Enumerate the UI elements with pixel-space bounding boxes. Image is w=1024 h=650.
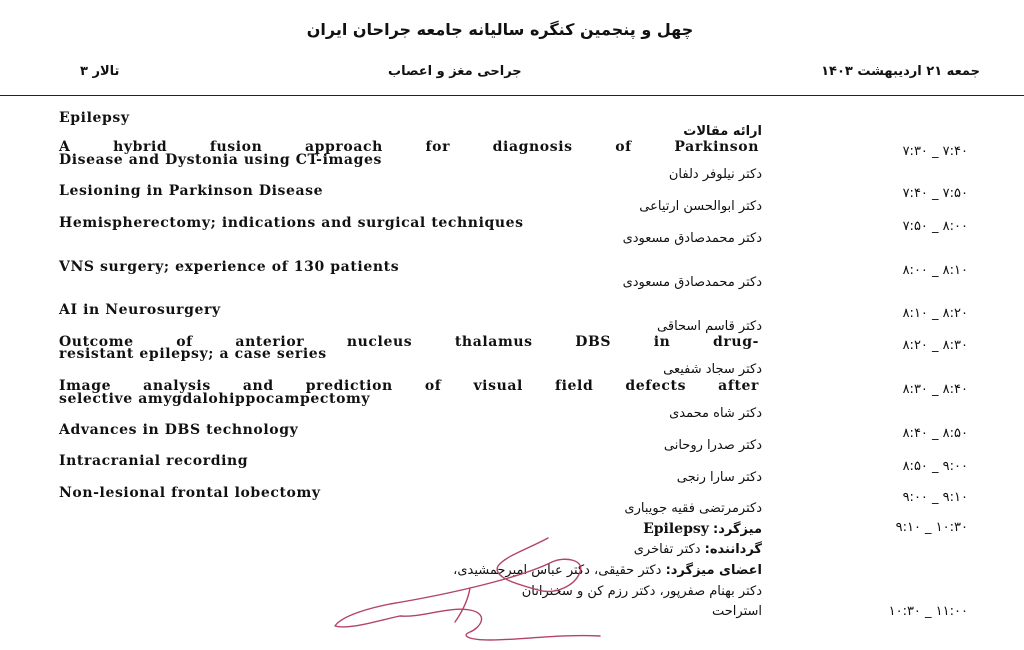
talk-title: AI in Neurosurgery: [59, 302, 221, 318]
talk-title: VNS surgery; experience of 130 patients: [59, 259, 400, 275]
talk-title: Intracranial recording: [59, 453, 249, 469]
talk-time: ۷:۳۰ _ ۷:۴۰: [902, 144, 968, 159]
talk-time: ۷:۴۰ _ ۷:۵۰: [902, 186, 968, 201]
talk-title: Image analysis and prediction of visual field defects after: [59, 378, 759, 394]
break-time: ۱۰:۳۰ _ ۱۱:۰۰: [888, 604, 968, 619]
talk-time: ۹:۰۰ _ ۹:۱۰: [902, 490, 968, 505]
congress-title: چهل و پنجمین کنگره سالیانه جامعه جراحان ایران: [306, 20, 694, 39]
panel-moderator-label: گرداننده:: [704, 542, 762, 557]
talk-speaker: دکتر صدرا روحانی: [663, 438, 762, 453]
talk-title: Non-lesional frontal lobectomy: [59, 485, 321, 501]
talk-speaker: دکترمرتضی فقیه جویباری: [624, 501, 762, 516]
break-label: استراحت: [711, 604, 762, 619]
session-date: جمعه ۲۱ اردیبهشت ۱۴۰۳: [821, 64, 980, 79]
panel-title-label: میزگرد:: [713, 522, 762, 537]
talk-time: ۸:۴۰ _ ۸:۵۰: [902, 426, 968, 441]
talk-speaker: دکتر محمدصادق مسعودی: [622, 275, 762, 290]
section-subtitle: ارائه مقالات: [683, 124, 762, 139]
talk-title-cont: Disease and Dystonia using CT-images: [59, 152, 382, 168]
hall-label: تالار ۳: [80, 64, 120, 79]
talk-title: A hybrid fusion approach for diagnosis of Parkinson: [59, 139, 759, 155]
talk-time: ۸:۲۰ _ ۸:۳۰: [902, 338, 968, 353]
talk-speaker: دکتر سجاد شفیعی: [663, 362, 762, 377]
panel-members-value: دکتر حقیقی، دکتر عباس امیرجمشیدی،: [453, 563, 662, 578]
section-title: Epilepsy: [59, 110, 130, 126]
talk-title: Hemispherectomy; indications and surgical techniques: [59, 215, 524, 231]
talk-speaker: دکتر محمدصادق مسعودی: [622, 231, 762, 246]
talk-title-cont: resistant epilepsy; a case series: [59, 346, 327, 362]
panel-time: ۹:۱۰ _ ۱۰:۳۰: [895, 520, 968, 535]
talk-time: ۸:۱۰ _ ۸:۲۰: [902, 306, 968, 321]
talk-time: ۸:۳۰ _ ۸:۴۰: [902, 382, 968, 397]
talk-speaker: دکتر قاسم اسحاقی: [657, 319, 762, 334]
session-topic: جراحی مغز و اعصاب: [388, 64, 522, 79]
panel-moderator-value: دکتر تفاخری: [633, 542, 701, 557]
talk-time: ۸:۵۰ _ ۹:۰۰: [902, 459, 968, 474]
talk-title: Outcome of anterior nucleus thalamus DBS in drug-: [59, 334, 759, 350]
talk-title-cont: selective amygdalohippocampectomy: [59, 391, 371, 407]
talk-speaker: دکتر نیلوفر دلفان: [668, 167, 762, 182]
talk-speaker: دکتر شاه محمدی: [669, 406, 762, 421]
talk-speaker: دکتر سارا رنجی: [676, 470, 762, 485]
talk-title: Advances in DBS technology: [59, 422, 299, 438]
talk-speaker: دکتر ابوالحسن ارتیاعی: [639, 199, 762, 214]
talk-time: ۷:۵۰ _ ۸:۰۰: [902, 219, 968, 234]
talk-time: ۸:۰۰ _ ۸:۱۰: [902, 263, 968, 278]
panel-title-value: Epilepsy: [643, 521, 709, 537]
talk-title: Lesioning in Parkinson Disease: [59, 183, 324, 199]
panel-members-cont: دکتر بهنام صفرپور، دکتر رزم کن و سخنرانان: [521, 584, 762, 599]
panel-members-label: اعضای میزگرد:: [665, 563, 762, 578]
